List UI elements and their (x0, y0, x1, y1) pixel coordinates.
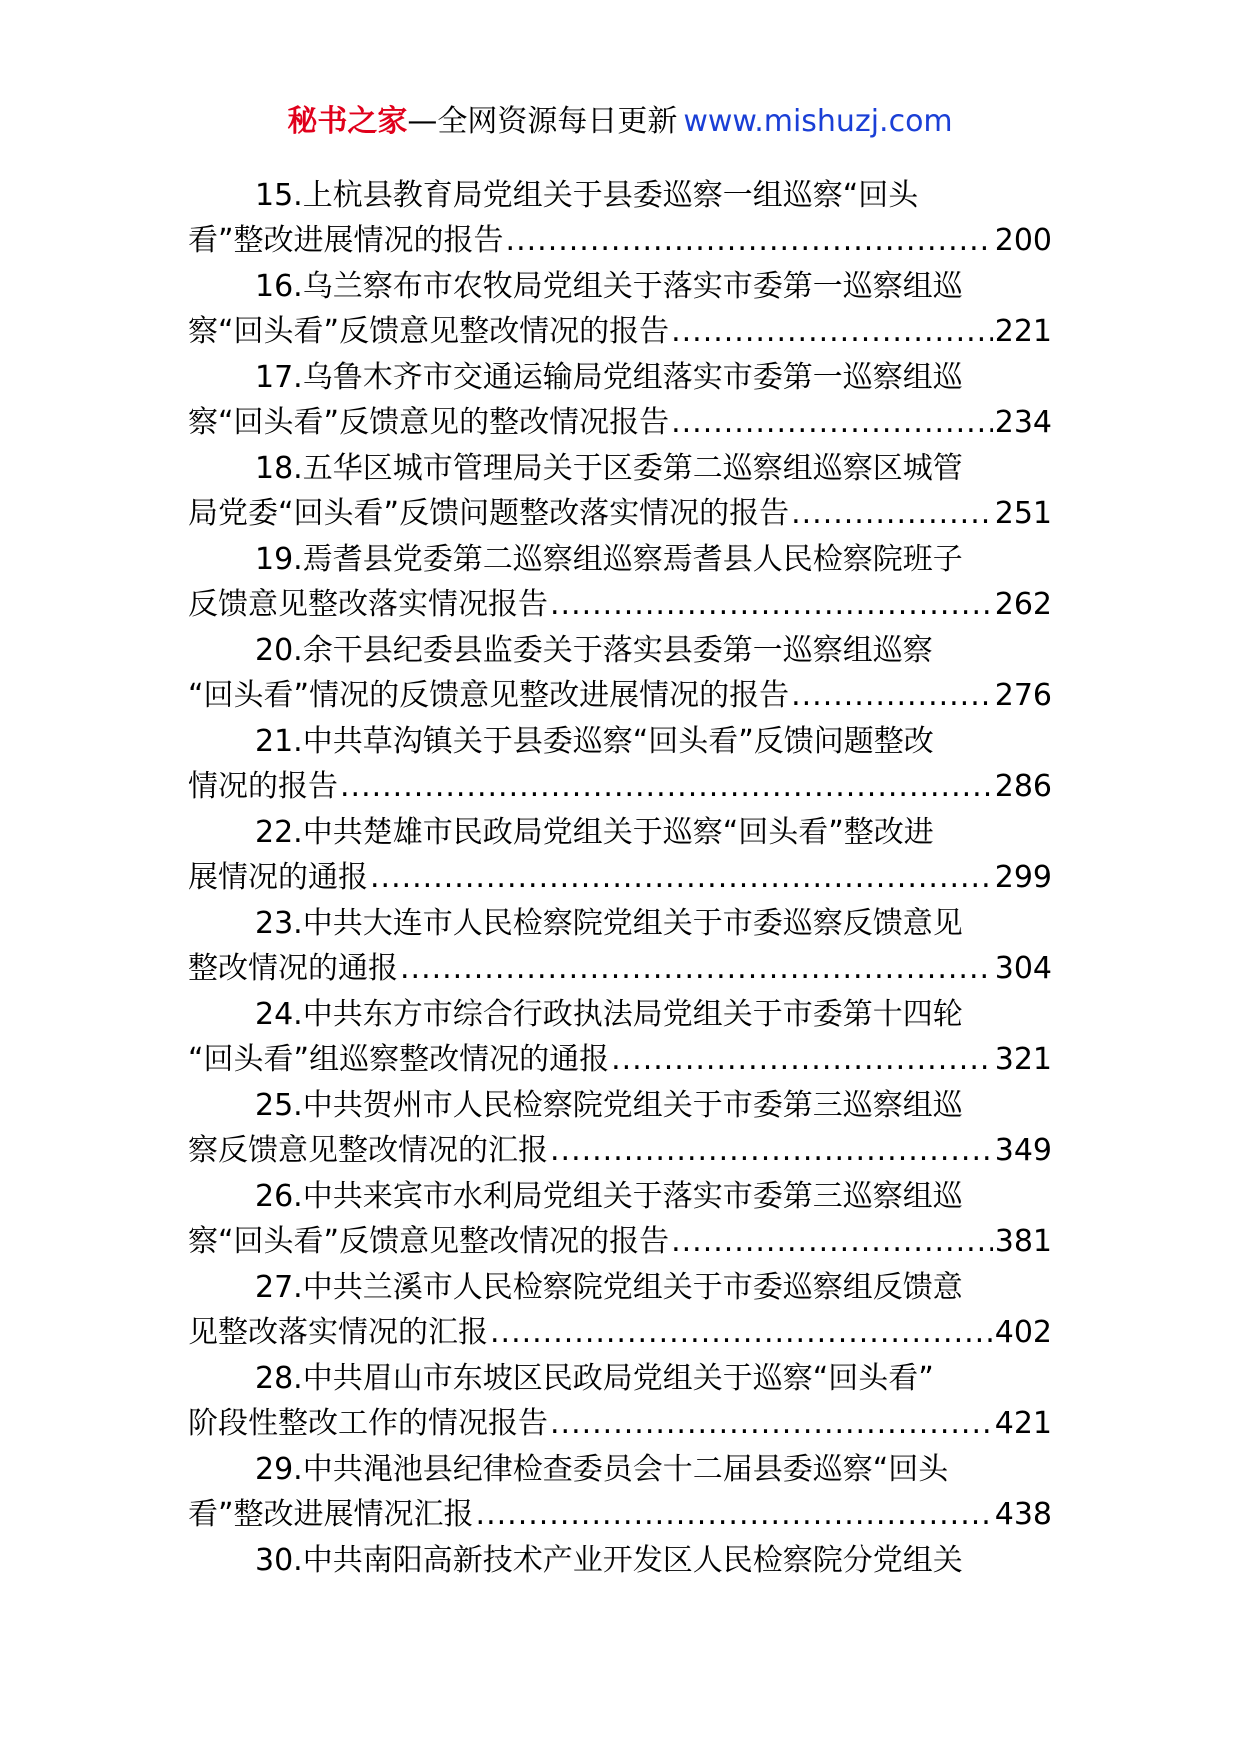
toc-entry[interactable] (188, 1083, 1052, 1173)
toc-entry[interactable] (188, 446, 1052, 536)
toc-entry[interactable] (188, 1447, 1052, 1537)
toc-entry[interactable] (188, 1265, 1052, 1355)
site-link[interactable]: www.mishuzj.com (683, 104, 953, 139)
toc-entry-title-continuation: 展情况的通报 (188, 860, 368, 895)
toc-entry-title-continuation: 察“回头看”反馈意见整改情况的报告 (188, 1224, 670, 1259)
toc-entry[interactable] (188, 901, 1052, 991)
dot-leader (476, 1492, 993, 1537)
dot-leader (340, 764, 993, 809)
toc-entry[interactable] (188, 173, 1052, 263)
dot-leader (791, 491, 993, 536)
toc-entry-title-line2 (188, 1401, 1052, 1446)
toc-entry-title-line1: 25.中共贺州市人民检察院党组关于市委第三巡察组巡 (255, 1088, 963, 1123)
toc-entry-title-line2 (188, 673, 1052, 718)
toc-entry-title-line1: 27.中共兰溪市人民检察院党组关于市委巡察组反馈意 (255, 1270, 963, 1305)
toc-page-number: 251 (994, 496, 1052, 531)
toc-entry-title-continuation: 察“回头看”反馈意见的整改情况报告 (188, 405, 670, 440)
toc-entry[interactable] (188, 992, 1052, 1082)
toc-entry-title-line1: 24.中共东方市综合行政执法局党组关于市委第十四轮 (255, 997, 963, 1032)
toc-entry-title-line1: 26.中共来宾市水利局党组关于落实市委第三巡察组巡 (255, 1179, 963, 1214)
toc-entry-title-continuation: 看”整改进展情况的报告 (188, 223, 504, 258)
toc-entry-title-line2 (188, 946, 1052, 991)
toc-entry-title-line1: 28.中共眉山市东坡区民政局党组关于巡察“回头看” (255, 1361, 934, 1396)
toc-page-number: 349 (994, 1133, 1052, 1168)
dot-leader (370, 855, 993, 900)
toc-entry-title-line1: 23.中共大连市人民检察院党组关于市委巡察反馈意见 (255, 906, 963, 941)
dot-leader (671, 1219, 993, 1264)
toc-entry-title-line2 (188, 1128, 1052, 1173)
header-tagline: —全网资源每日更新 (407, 104, 678, 139)
toc-entry[interactable] (188, 355, 1052, 445)
toc-entry[interactable] (188, 1356, 1052, 1446)
toc-entry-title-line2 (188, 855, 1052, 900)
toc-entry-title-line1: 17.乌鲁木齐市交通运输局党组落实市委第一巡察组巡 (255, 360, 963, 395)
brand-name: 秘书之家 (287, 104, 408, 139)
toc-entry[interactable] (188, 628, 1052, 718)
toc-page-number: 276 (994, 678, 1052, 713)
toc-page-number: 286 (994, 769, 1052, 804)
toc-entry-title-line2 (188, 1492, 1052, 1537)
dot-leader (550, 1128, 993, 1173)
toc-page-number: 304 (994, 951, 1052, 986)
toc-entry-title-line2 (188, 309, 1052, 354)
toc-entry-title-line2 (188, 491, 1052, 536)
toc-entry-title-line2 (188, 218, 1052, 263)
dot-leader (550, 1401, 993, 1446)
toc-entry-title-continuation: 整改情况的通报 (188, 951, 398, 986)
toc-entry-title-line2 (188, 582, 1052, 627)
toc-entry-title-line2 (188, 1310, 1052, 1355)
toc-entry-title-continuation: 阶段性整改工作的情况报告 (188, 1406, 548, 1441)
toc-page-number: 200 (994, 223, 1052, 258)
toc-page-number: 421 (994, 1406, 1052, 1441)
dot-leader (506, 218, 993, 263)
toc-entry-title-continuation: 看”整改进展情况汇报 (188, 1497, 474, 1532)
toc-entry[interactable] (188, 264, 1052, 354)
dot-leader (611, 1037, 993, 1082)
toc-entry-title-continuation: 察“回头看”反馈意见整改情况的报告 (188, 314, 670, 349)
toc-entry-title-line1: 19.焉耆县党委第二巡察组巡察焉耆县人民检察院班子 (255, 542, 963, 577)
toc-entry-title-line2 (188, 1219, 1052, 1264)
dot-leader (671, 400, 993, 445)
toc-entry-title-continuation: 察反馈意见整改情况的汇报 (188, 1133, 548, 1168)
toc-entry[interactable] (188, 537, 1052, 627)
dot-leader (671, 309, 993, 354)
dot-leader (550, 582, 993, 627)
toc-entry-title-line2 (188, 1037, 1052, 1082)
toc-entry-title-line1: 20.余干县纪委县监委关于落实县委第一巡察组巡察 (255, 633, 933, 668)
toc-entry[interactable] (188, 810, 1052, 900)
toc-page-number: 299 (994, 860, 1052, 895)
dot-leader (791, 673, 993, 718)
toc-entry-title-continuation: “回头看”组巡察整改情况的通报 (188, 1042, 610, 1077)
toc-entry-title-continuation: 局党委“回头看”反馈问题整改落实情况的报告 (188, 496, 790, 531)
toc-page-number: 438 (994, 1497, 1052, 1532)
toc-entry-partial[interactable]: 30.中共南阳高新技术产业开发区人民检察院分党组关 (255, 1543, 963, 1578)
toc-entry-title-line1: 16.乌兰察布市农牧局党组关于落实市委第一巡察组巡 (255, 269, 963, 304)
toc-page-number: 381 (994, 1224, 1052, 1259)
table-of-contents (188, 173, 1052, 1584)
toc-entry-title-line1: 29.中共渑池县纪律检查委员会十二届县委巡察“回头 (255, 1452, 949, 1487)
toc-entry-title-continuation: 见整改落实情况的汇报 (188, 1315, 488, 1350)
toc-page-number: 221 (994, 314, 1052, 349)
page-header (0, 100, 1240, 144)
dot-leader (400, 946, 993, 991)
toc-entry-title-line2 (188, 764, 1052, 809)
toc-entry-title-line1: 22.中共楚雄市民政局党组关于巡察“回头看”整改进 (255, 815, 934, 850)
dot-leader (490, 1310, 993, 1355)
toc-page-number: 321 (994, 1042, 1052, 1077)
toc-entry-title-line1: 21.中共草沟镇关于县委巡察“回头看”反馈问题整改 (255, 724, 934, 759)
toc-entry-title-line2 (188, 400, 1052, 445)
toc-page-number: 234 (994, 405, 1052, 440)
toc-page-number: 262 (994, 587, 1052, 622)
toc-entry-title-continuation: 情况的报告 (188, 769, 338, 804)
toc-page-number: 402 (994, 1315, 1052, 1350)
toc-entry-title-line1: 15.上杭县教育局党组关于县委巡察一组巡察“回头 (255, 178, 919, 213)
toc-entry-title-line1: 18.五华区城市管理局关于区委第二巡察组巡察区城管 (255, 451, 963, 486)
toc-entry-title-continuation: 反馈意见整改落实情况报告 (188, 587, 548, 622)
toc-entry[interactable] (188, 1174, 1052, 1264)
toc-entry[interactable] (188, 719, 1052, 809)
toc-entry-title-continuation: “回头看”情况的反馈意见整改进展情况的报告 (188, 678, 790, 713)
